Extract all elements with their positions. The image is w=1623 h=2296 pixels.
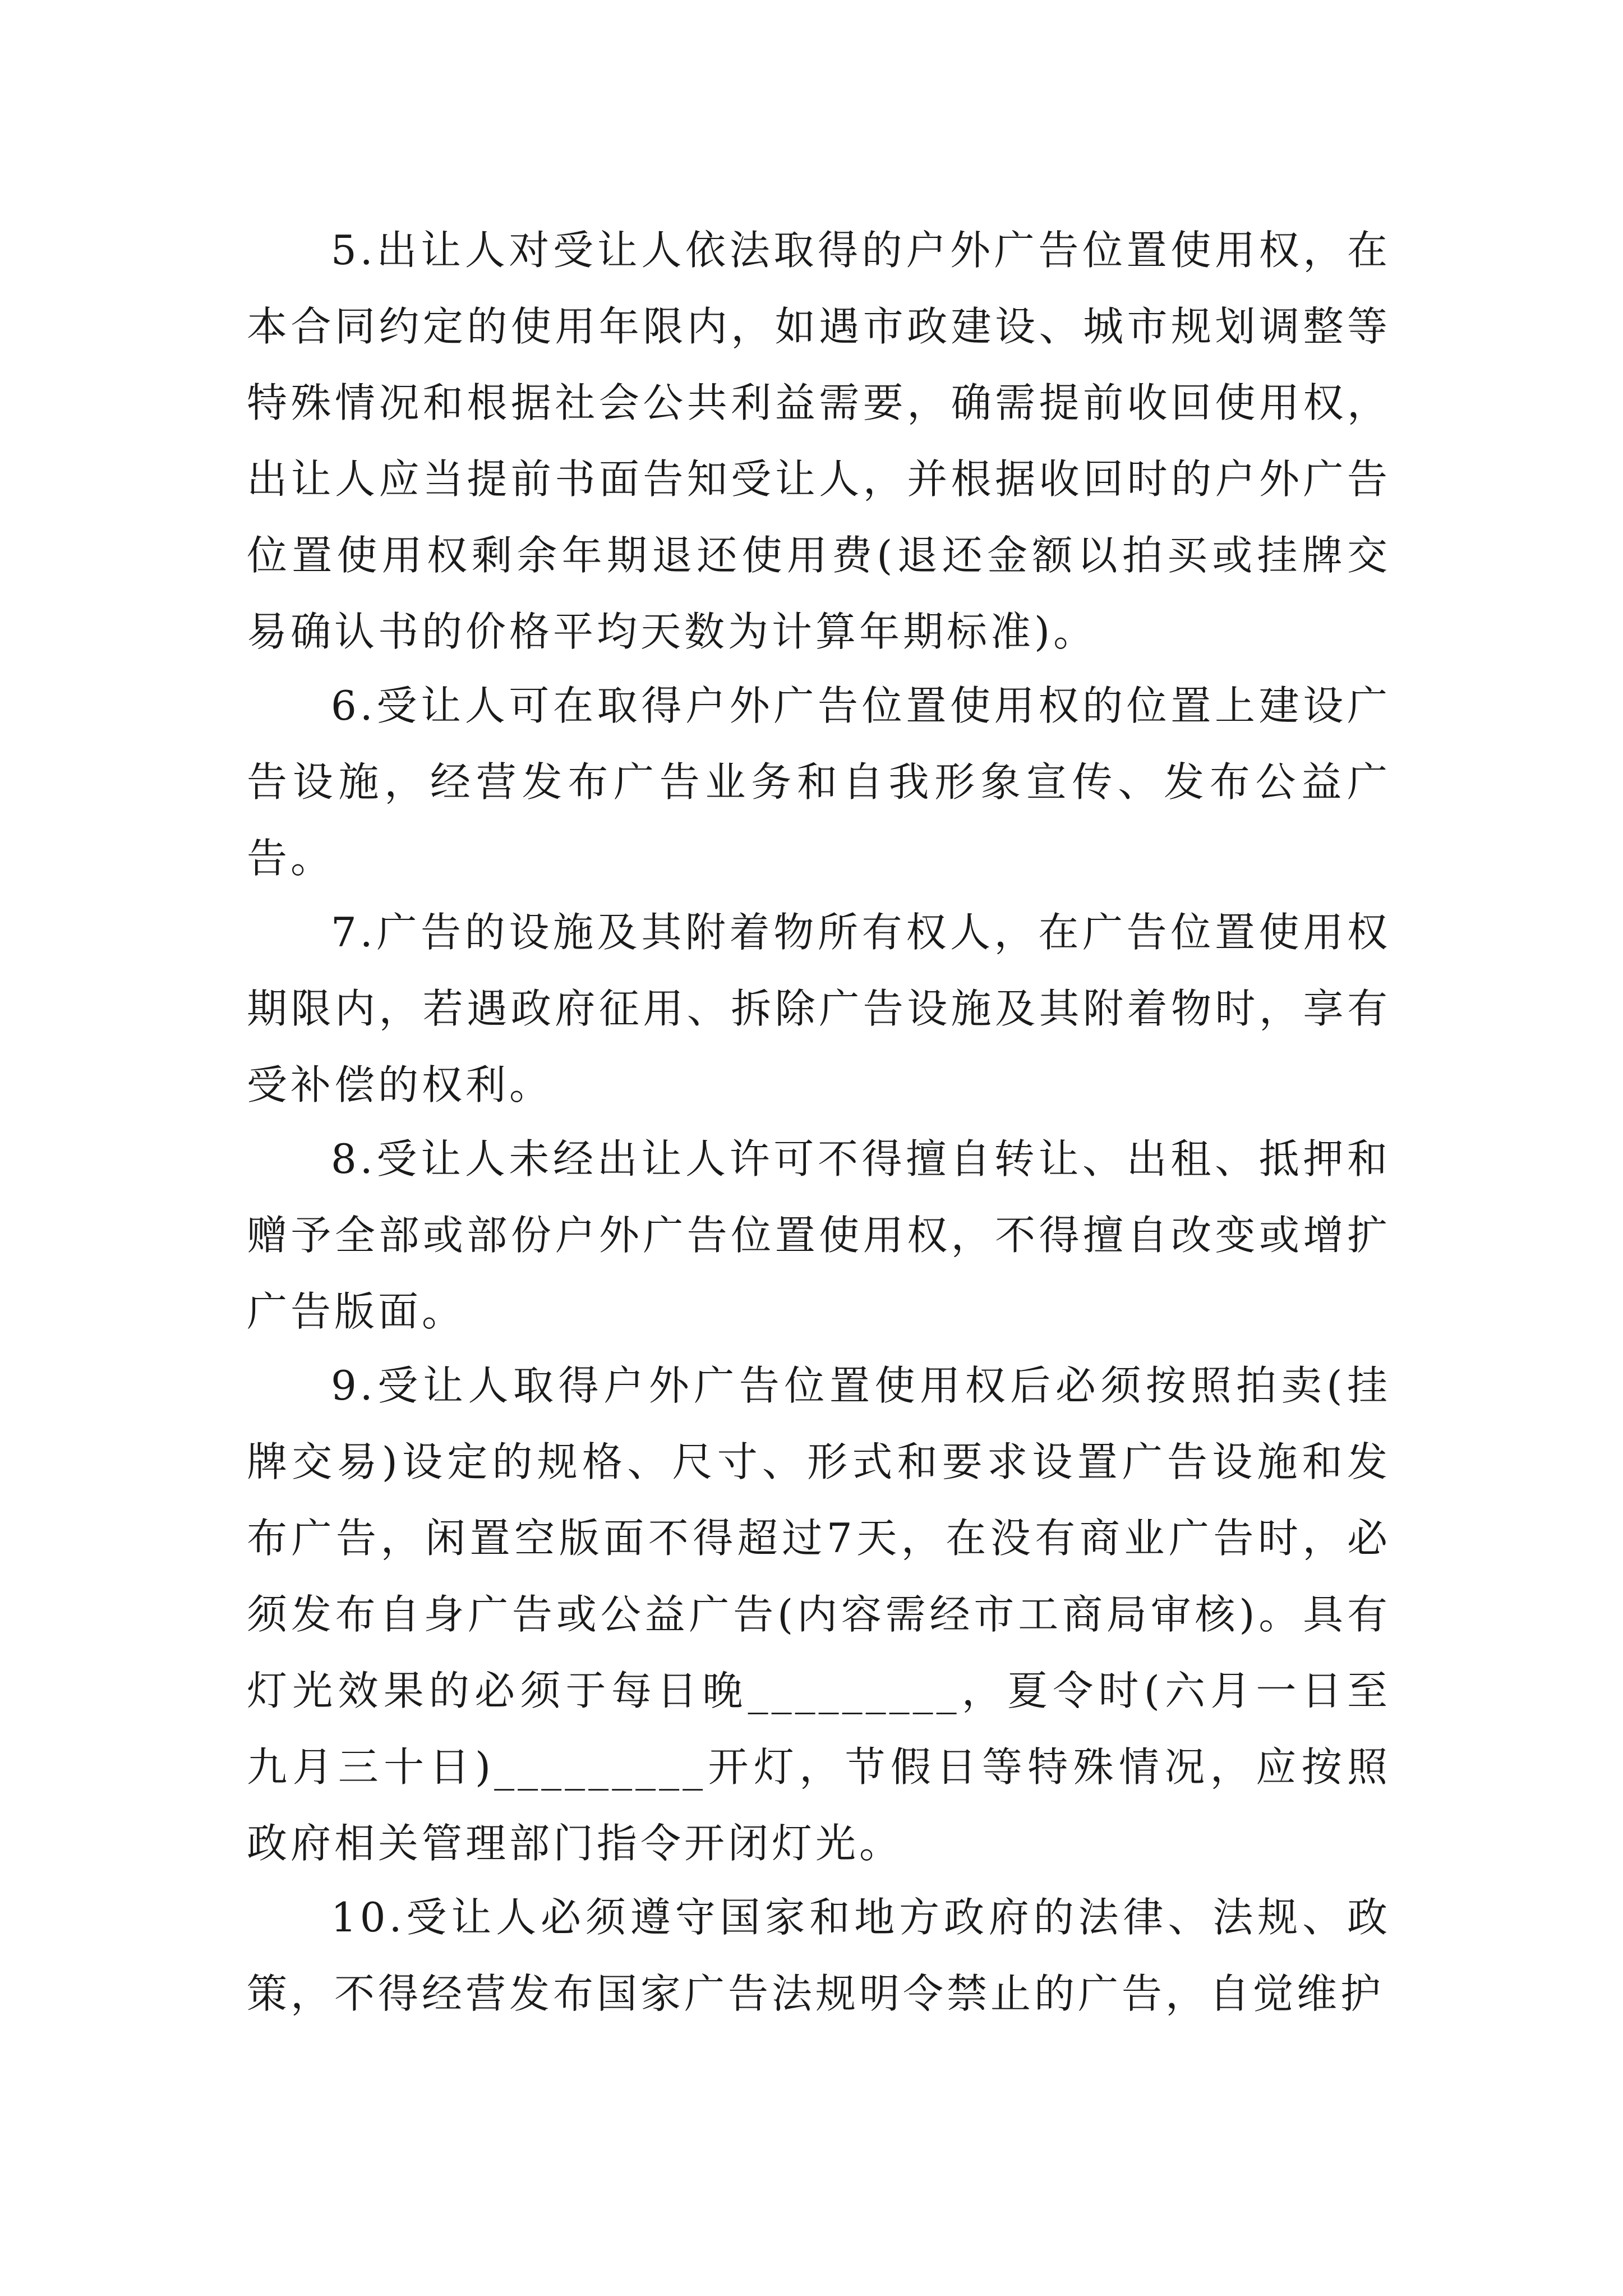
paragraph-clause-10: 10.受让人必须遵守国家和地方政府的法律、法规、政策，不得经营发布国家广告法规明令禁止的广告，自觉维护 — [247, 1894, 1391, 2017]
paragraph-clause-5: 5.出让人对受让人依法取得的户外广告位置使用权，在本合同约定的使用年限内，如遇市政建设、城市规划调整等特殊情况和根据社会公共利益需要，确需提前收回使用权，出让人应当提前书面告知受让人，并根据收回时的户外广告位置使用权剩余年期退还使用费(退还金额以拍买或挂牌交易确认书的价格平均天数为计算年期标准)。 — [247, 227, 1391, 655]
paragraph-clause-9: 9.受让人取得户外广告位置使用权后必须按照拍卖(挂牌交易)设定的规格、尺寸、形式和要求设置广告设施和发布广告，闲置空版面不得超过7天，在没有商业广告时，必须发布自身广告或公益广告(内容需经市工商局审核)。具有灯光效果的必须于每日晚_________，夏令时(六月一日至九月三十日)_________开灯，节假日等特殊情况，应按照政府相关管理部门指令开闭灯光。 — [247, 1362, 1391, 1867]
paragraph-clause-8: 8.受让人未经出让人许可不得擅自转让、出租、抵押和赠予全部或部份户外广告位置使用权，不得擅自改变或增扩广告版面。 — [247, 1135, 1391, 1335]
paragraph-clause-7: 7.广告的设施及其附着物所有权人，在广告位置使用权期限内，若遇政府征用、拆除广告设施及其附着物时，享有受补偿的权利。 — [247, 909, 1391, 1108]
document-page — [247, 212, 1391, 2030]
paragraph-clause-6: 6.受让人可在取得户外广告位置使用权的位置上建设广告设施，经营发布广告业务和自我形象宣传、发布公益广告。 — [247, 682, 1391, 882]
